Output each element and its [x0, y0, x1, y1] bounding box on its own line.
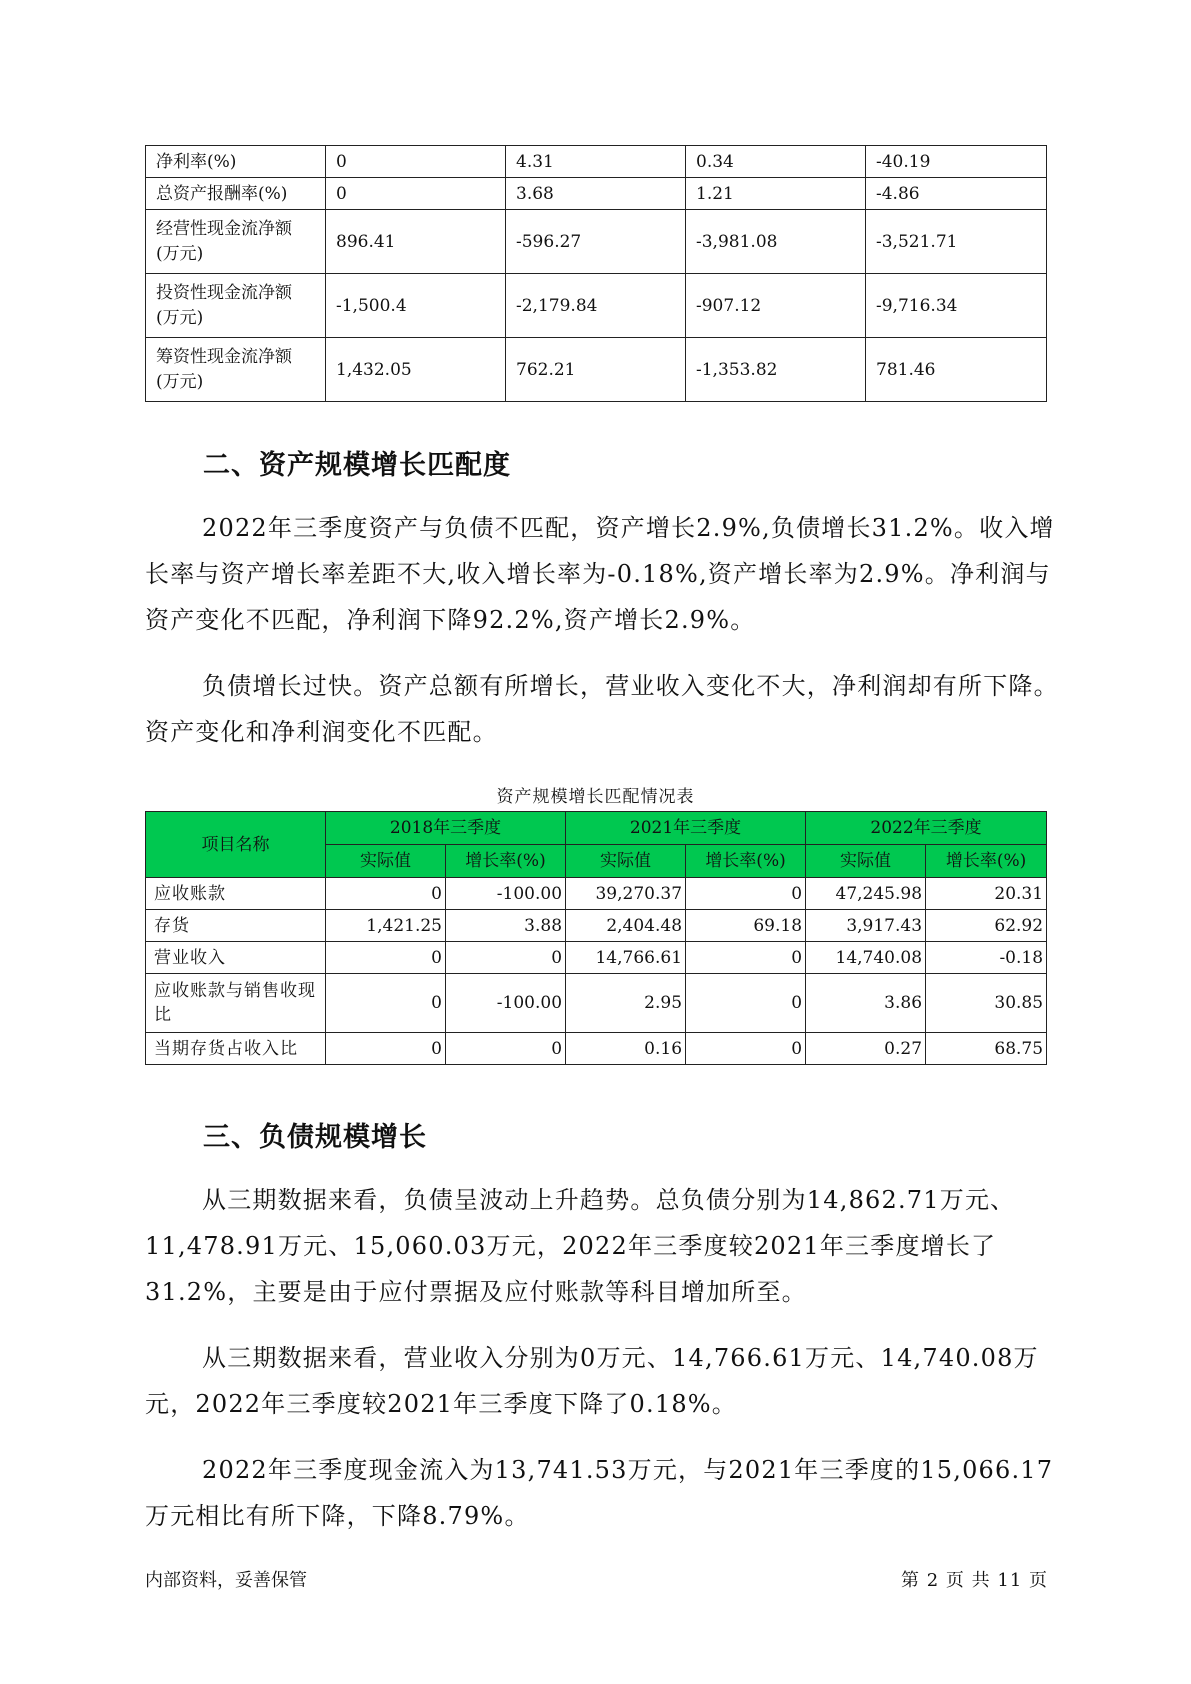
cell: 0: [326, 1033, 446, 1065]
paragraph: 2022年三季度现金流入为13,741.53万元，与2021年三季度的15,066.17万元相比有所下降，下降8.79%。: [145, 1456, 1054, 1530]
table-row: [146, 910, 1047, 942]
cell: 39,270.37: [566, 878, 686, 910]
row-label: 经营性现金流净额(万元): [146, 210, 326, 274]
cell: -100.00: [446, 974, 566, 1033]
row-label: 营业收入: [146, 942, 326, 974]
header-cell: 2021年三季度: [566, 812, 806, 845]
cell: -9,716.34: [866, 274, 1047, 338]
cell: 781.46: [866, 338, 1047, 402]
section-heading: 二、资产规模增长匹配度: [203, 450, 511, 481]
cell: 0.16: [566, 1033, 686, 1065]
paragraph: 从三期数据来看，负债呈波动上升趋势。总负债分别为14,862.71万元、11,478.91万元、15,060.03万元，2022年三季度较2021年三季度增长了31.2%，主要是由于应付票据及应付账款等科目增加所至。: [145, 1186, 1016, 1306]
cell: 1,432.05: [326, 338, 506, 402]
cell: 0: [326, 178, 506, 210]
cell: 0.27: [806, 1033, 926, 1065]
table-row: [146, 942, 1047, 974]
cell: -4.86: [866, 178, 1047, 210]
cell: -596.27: [506, 210, 686, 274]
section-heading: 三、负债规模增长: [203, 1122, 427, 1153]
header-cell: 实际值: [566, 845, 686, 878]
cell: 0: [446, 942, 566, 974]
cell: 0: [686, 878, 806, 910]
row-label: 应收账款: [146, 878, 326, 910]
cell: 69.18: [686, 910, 806, 942]
header-cell: 项目名称: [146, 812, 326, 878]
cell: 896.41: [326, 210, 506, 274]
cell: 0: [326, 974, 446, 1033]
cell: -0.18: [926, 942, 1047, 974]
cell: 3.86: [806, 974, 926, 1033]
header-cell: 增长率(%): [446, 845, 566, 878]
header-cell: 实际值: [806, 845, 926, 878]
paragraph: 2022年三季度资产与负债不匹配，资产增长2.9%,负债增长31.2%。收入增长率与资产增长率差距不大,收入增长率为-0.18%,资产增长率为2.9%。净利润与资产变化不匹配，净利润下降92.2%,资产增长2.9%。: [145, 514, 1055, 634]
header-cell: 增长率(%): [926, 845, 1047, 878]
header-cell: 2022年三季度: [806, 812, 1047, 845]
header-cell: 实际值: [326, 845, 446, 878]
cell: -3,981.08: [686, 210, 866, 274]
cell: 1.21: [686, 178, 866, 210]
cell: 14,740.08: [806, 942, 926, 974]
cell: 30.85: [926, 974, 1047, 1033]
cell: 14,766.61: [566, 942, 686, 974]
cell: -1,353.82: [686, 338, 866, 402]
header-cell: 增长率(%): [686, 845, 806, 878]
cell: 0: [326, 878, 446, 910]
cell: 4.31: [506, 146, 686, 178]
cell: -3,521.71: [866, 210, 1047, 274]
confidential-notice: 内部资料，妥善保管: [145, 1570, 307, 1591]
cell: 2,404.48: [566, 910, 686, 942]
cell: 0: [686, 974, 806, 1033]
row-label: 总资产报酬率(%): [146, 178, 326, 210]
row-label: 筹资性现金流净额(万元): [146, 338, 326, 402]
cell: 3.88: [446, 910, 566, 942]
cell: 2.95: [566, 974, 686, 1033]
table-caption: 资产规模增长匹配情况表: [496, 787, 695, 807]
cell: -40.19: [866, 146, 1047, 178]
cell: 0: [326, 146, 506, 178]
cell: -100.00: [446, 878, 566, 910]
cell: 0: [686, 1033, 806, 1065]
table-row: [146, 878, 1047, 910]
cell: 20.31: [926, 878, 1047, 910]
table-row: [146, 338, 1047, 402]
table-header-row: [146, 812, 1047, 845]
cell: 0: [326, 942, 446, 974]
page-number: 第 2 页 共 11 页: [901, 1570, 1048, 1591]
cell: 3,917.43: [806, 910, 926, 942]
table-row: [146, 146, 1047, 178]
cell: 1,421.25: [326, 910, 446, 942]
table-row: [146, 274, 1047, 338]
row-label: 投资性现金流净额(万元): [146, 274, 326, 338]
cell: 0: [446, 1033, 566, 1065]
row-label: 存货: [146, 910, 326, 942]
paragraph: 从三期数据来看，营业收入分别为0万元、14,766.61万元、14,740.08万元，2022年三季度较2021年三季度下降了0.18%。: [145, 1344, 1039, 1418]
header-cell: 2018年三季度: [326, 812, 566, 845]
cell: -907.12: [686, 274, 866, 338]
cell: 762.21: [506, 338, 686, 402]
table-row: [146, 1033, 1047, 1065]
cell: 0.34: [686, 146, 866, 178]
cell: -1,500.4: [326, 274, 506, 338]
row-label: 应收账款与销售收现比: [146, 974, 326, 1033]
table-row: [146, 974, 1047, 1033]
row-label: 当期存货占收入比: [146, 1033, 326, 1065]
cell: 68.75: [926, 1033, 1047, 1065]
cell: 47,245.98: [806, 878, 926, 910]
table-row: [146, 210, 1047, 274]
cell: -2,179.84: [506, 274, 686, 338]
financial-metrics-table: [145, 145, 1047, 402]
row-label: 净利率(%): [146, 146, 326, 178]
table-row: [146, 178, 1047, 210]
paragraph: 负债增长过快。资产总额有所增长，营业收入变化不大，净利润却有所下降。资产变化和净利润变化不匹配。: [145, 672, 1059, 746]
asset-growth-table: [145, 811, 1047, 1065]
cell: 0: [686, 942, 806, 974]
cell: 62.92: [926, 910, 1047, 942]
cell: 3.68: [506, 178, 686, 210]
